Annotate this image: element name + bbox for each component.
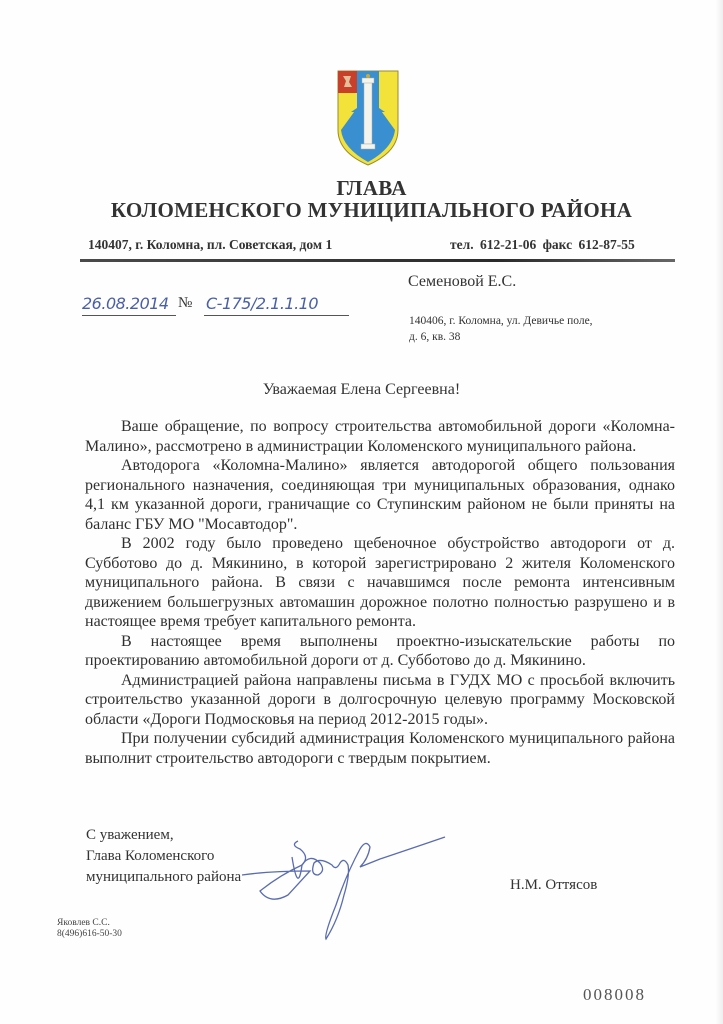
body-paragraph: Ваше обращение, по вопросу строительства автомобильной дороги «Коломна-Малино», рассмотрено в администрации Коломенского муниципального района. xyxy=(85,418,675,455)
registration-number-label: № xyxy=(178,295,193,311)
signer-name: Н.М. Оттясов xyxy=(510,877,598,893)
coat-of-arms-icon xyxy=(335,68,401,168)
date-underline xyxy=(82,315,176,316)
body-paragraph: В настоящее время выполнены проектно-изыскательские работы по проектированию автомобильной дороги от д. Субботово до д. Мякинино. xyxy=(85,632,675,669)
closing-block xyxy=(86,825,241,888)
form-serial-number: 008008 xyxy=(583,985,646,1004)
executor-name: Яковлев С.С. xyxy=(57,918,110,928)
handwritten-signature-icon xyxy=(240,835,450,945)
recipient-address-line-1: 140406, г. Коломна, ул. Девичье поле, xyxy=(409,315,593,327)
recipient-address xyxy=(409,313,593,345)
sender-address: 140407, г. Коломна, пл. Советская, дом 1 xyxy=(88,237,333,252)
letterhead-subtitle: КОЛОМЕНСКОГО МУНИЦИПАЛЬНОГО РАЙОНА xyxy=(110,198,633,222)
registration-date: 26.08.2014 xyxy=(82,294,169,313)
letterhead-title: ГЛАВА xyxy=(336,176,407,200)
number-underline xyxy=(204,315,349,316)
body-paragraph: Администрацией района направлены письма в ГУДХ МО с просьбой включить строительство указанной дороги в долгосрочную целевую программу Московской области «Дороги Подмосковья на период 2012-2015 годы». xyxy=(85,671,675,728)
registration-number: С-175/2.1.1.10 xyxy=(206,294,319,313)
closing-regards: С уважением, xyxy=(86,827,174,843)
scan-edge-shadow xyxy=(715,0,723,1024)
recipient-address-line-2: д. 6, кв. 38 xyxy=(409,331,461,343)
body-paragraph: При получении субсидий администрация Коломенского муниципального района выполнит строительство автодороги с твердым покрытием. xyxy=(85,730,675,767)
letter-body xyxy=(85,417,675,768)
body-paragraph: В 2002 году было проведено щебеночное обустройство автодороги от д. Субботово до д. Мякинино, в которой зарегистрировано 2 жителя Коломенского муниципального района. В связи с начавшимся после ремонта интенсивным движением большегрузных автомашин дорожное полотно полностью разрушено и в настоящее время требует капитального ремонта. xyxy=(85,535,675,630)
executor-block xyxy=(57,918,122,940)
executor-phone: 8(496)616-50-30 xyxy=(57,929,122,939)
salutation: Уважаемая Елена Сергеевна! xyxy=(262,381,461,398)
body-paragraph: Автодорога «Коломна-Малино» является автодорогой общего пользования регионального назначения, соединяющая три муниципальных образования, однако 4,1 км указанной дороги, граничащие со Ступинским районом не были приняты на баланс ГБУ МО "Мосавтодор". xyxy=(85,457,675,533)
letterhead-divider xyxy=(80,259,675,262)
sender-contacts: тел. 612-21-06 факс 612-87-55 xyxy=(450,237,635,252)
closing-position-2: муниципального района xyxy=(86,869,242,885)
closing-position-1: Глава Коломенского xyxy=(86,848,215,864)
recipient-name: Семеновой Е.С. xyxy=(408,273,517,290)
